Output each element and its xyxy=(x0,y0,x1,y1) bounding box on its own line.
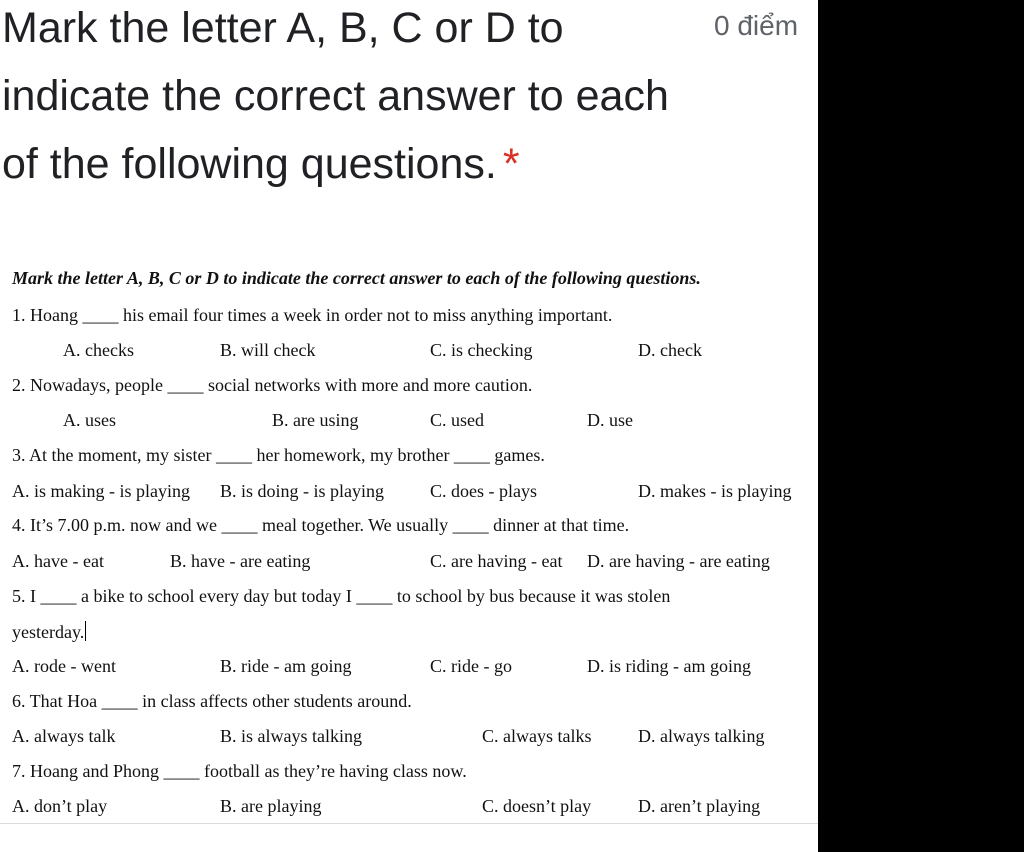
q4-option-c: C. are having - eat xyxy=(430,551,563,571)
q3-option-a: A. is making - is playing xyxy=(12,481,190,501)
q5-option-a: A. rode - went xyxy=(12,656,116,676)
question-title xyxy=(2,0,702,198)
q1-option-b: B. will check xyxy=(220,340,316,360)
q3-option-b: B. is doing - is playing xyxy=(220,481,385,501)
q3-option-c: C. does - plays xyxy=(430,481,537,501)
question-5-cont xyxy=(12,621,86,643)
q7-option-b: B. are playing xyxy=(220,796,322,816)
question-3: 3. At the moment, my sister ____ her homework, my brother ____ games. xyxy=(12,445,545,465)
question-2: 2. Nowadays, people ____ social networks with more and more caution. xyxy=(12,375,533,395)
q5-option-c: C. ride - go xyxy=(430,656,512,676)
text-cursor xyxy=(85,621,86,641)
worksheet-instruction: Mark the letter A, B, C or D to indicate the correct answer to each of the following questions. xyxy=(12,268,701,288)
q6-option-b: B. is always talking xyxy=(220,726,362,746)
q1-option-d: D. check xyxy=(638,340,702,360)
q5-option-b: B. ride - am going xyxy=(220,656,352,676)
q3-option-d: D. makes - is playing xyxy=(638,481,792,501)
q1-option-a: A. checks xyxy=(63,340,134,360)
question-title-text: Mark the letter A, B, C or D to indicate the correct answer to each of the following questions. xyxy=(2,4,669,188)
q1-option-c: C. is checking xyxy=(430,340,533,360)
question-image xyxy=(0,260,818,824)
q2-option-c: C. used xyxy=(430,410,484,430)
q5-option-d: D. is riding - am going xyxy=(587,656,751,676)
q4-option-d: D. are having - are eating xyxy=(587,551,770,571)
q2-option-a: A. uses xyxy=(63,410,116,430)
q6-option-d: D. always talking xyxy=(638,726,765,746)
q4-option-a: A. have - eat xyxy=(12,551,104,571)
question-4: 4. It’s 7.00 p.m. now and we ____ meal together. We usually ____ dinner at that time. xyxy=(12,515,630,535)
question-7: 7. Hoang and Phong ____ football as they’re having class now. xyxy=(12,761,467,781)
q7-option-a: A. don’t play xyxy=(12,796,108,816)
q2-option-d: D. use xyxy=(587,410,633,430)
q6-option-a: A. always talk xyxy=(12,726,116,746)
question-5-cont-text: yesterday. xyxy=(12,622,85,642)
q6-option-c: C. always talks xyxy=(482,726,592,746)
required-asterisk: * xyxy=(502,140,520,188)
question-1: 1. Hoang ____ his email four times a week in order not to miss anything important. xyxy=(12,305,613,325)
q7-option-d: D. aren’t playing xyxy=(638,796,761,816)
question-6: 6. That Hoa ____ in class affects other students around. xyxy=(12,691,412,711)
card-divider xyxy=(0,823,818,824)
points-label: 0 điểm xyxy=(714,10,799,41)
q2-option-b: B. are using xyxy=(272,410,359,430)
q7-option-c: C. doesn’t play xyxy=(482,796,592,816)
q4-option-b: B. have - are eating xyxy=(170,551,311,571)
question-5: 5. I ____ a bike to school every day but today I ____ to school by bus because it was stolen xyxy=(12,586,671,606)
